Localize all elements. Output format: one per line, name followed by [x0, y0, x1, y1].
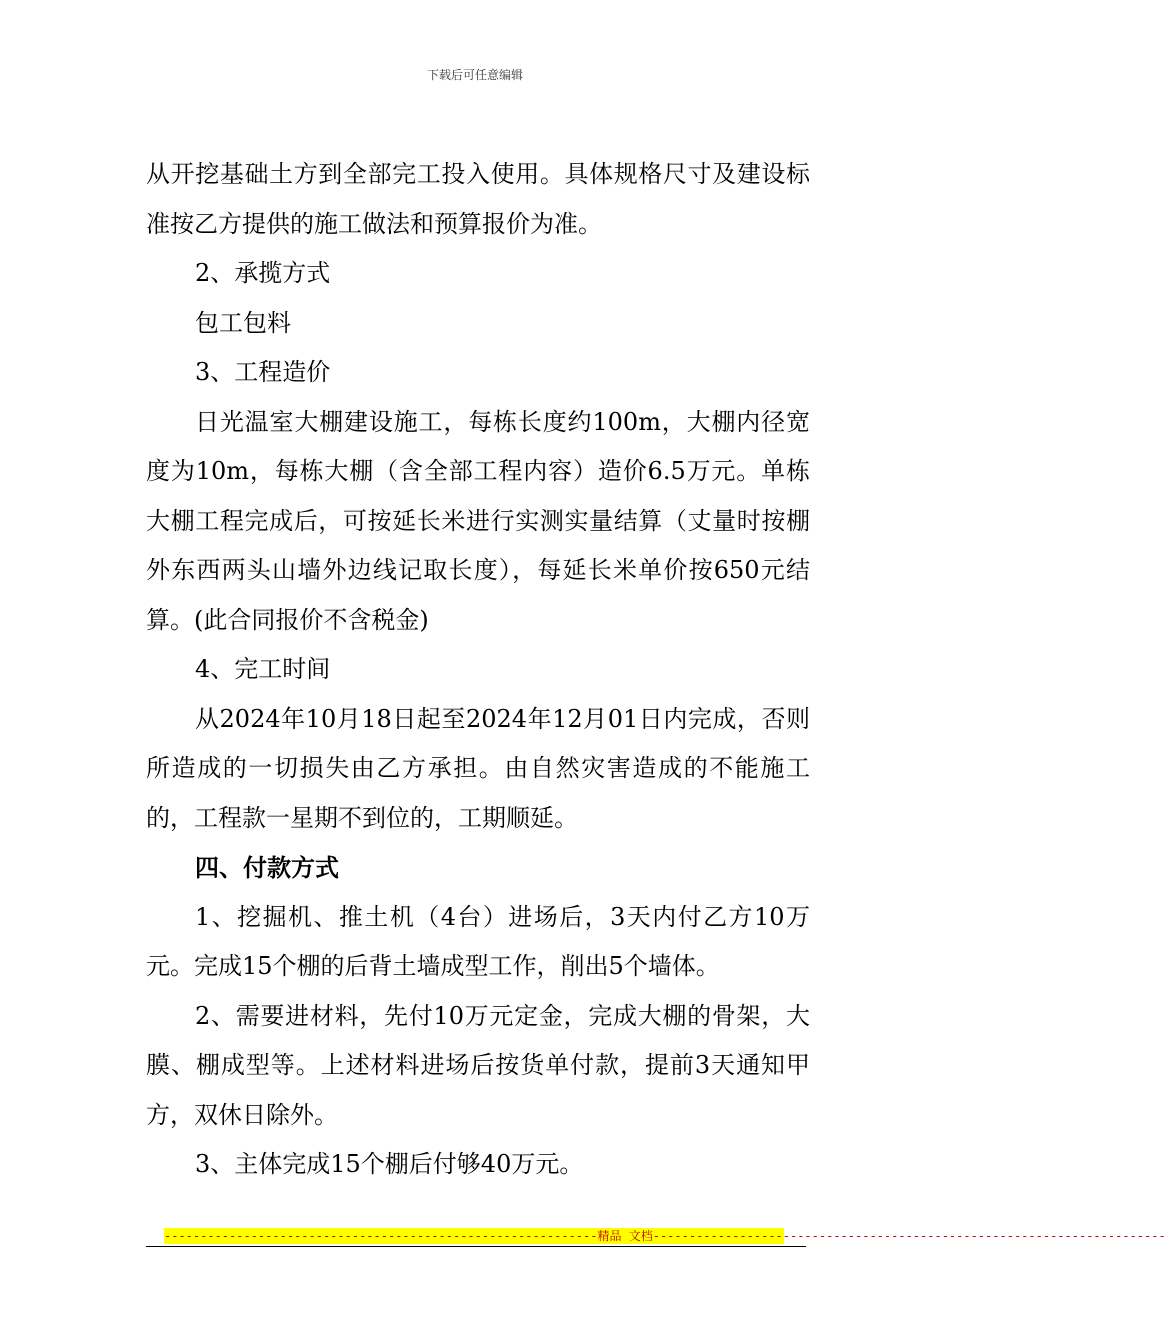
paragraph-payment-2: 2、需要进材料，先付10万元定金，完成大棚的骨架，大膜、棚成型等。上述材料进场后按货单付款，提前3天通知甲方，双休日除外。 — [146, 1001, 810, 1129]
footer-rule — [146, 1246, 806, 1247]
heading-project-cost: 3、工程造价 — [195, 358, 331, 386]
paragraph-completion-time: 从2024年10月18日起至2024年12月01日内完成，否则所造成的一切损失由乙方承担。由自然灾害造成的不能施工的，工程款一星期不到位的，工期顺延。 — [146, 704, 810, 832]
heading-completion-time: 4、完工时间 — [195, 655, 331, 683]
header-note: 下载后可任意编辑 — [426, 68, 523, 82]
footer-dashes-right: ----------------------------------------------------------------------- — [652, 1229, 1166, 1243]
footer-dashes-left: ------------------------------------------------------------ — [164, 1229, 598, 1243]
heading-contract-method: 2、承揽方式 — [195, 259, 331, 287]
document-body — [146, 150, 810, 1190]
section-heading-payment: 四、付款方式 — [195, 853, 339, 882]
footer-label: 精品 文档 — [597, 1229, 653, 1243]
paragraph-scope-continued: 从开挖基础土方到全部完工投入使用。具体规格尺寸及建设标准按乙方提供的施工做法和预算报价为准。 — [146, 160, 810, 238]
paragraph-contract-method: 包工包料 — [195, 308, 291, 337]
paragraph-payment-1: 1、挖掘机、推土机（4台）进场后，3天内付乙方10万元。完成15个棚的后背土墙成型工作，削出5个墙体。 — [146, 902, 810, 980]
footer-highlight-bar — [164, 1228, 1166, 1244]
paragraph-payment-3: 3、主体完成15个棚后付够40万元。 — [195, 1150, 584, 1178]
paragraph-project-cost: 日光温室大棚建设施工，每栋长度约100m，大棚内径宽度为10m，每栋大棚（含全部工程内容）造价6.5万元。单栋大棚工程完成后，可按延长米进行实测实量结算（丈量时按棚外东西两头山墙外边线记取长度），每延长米单价按650元结算。(此合同报价不含税金) — [146, 407, 810, 634]
